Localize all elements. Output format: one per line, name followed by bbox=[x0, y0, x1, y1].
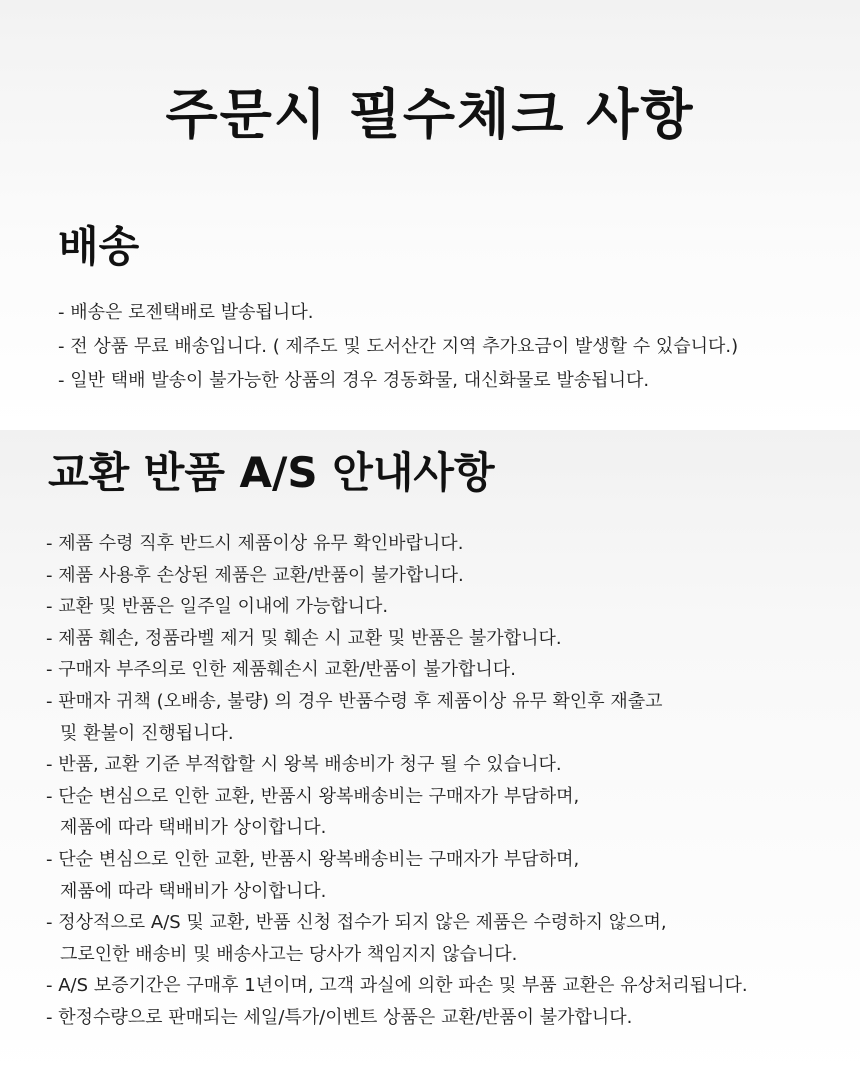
exchange-item-text: - 제품 수령 직후 반드시 제품이상 유무 확인바랍니다. bbox=[46, 533, 464, 554]
delivery-item: - 전 상품 무료 배송입니다. ( 제주도 및 도서산간 지역 추가요금이 발생할 수 있습니다.) bbox=[58, 336, 739, 357]
exchange-item-text: - 한정수량으로 판매되는 세일/특가/이벤트 상품은 교환/반품이 불가합니다. bbox=[46, 1006, 633, 1028]
exchange-item-continuation: 그로인한 배송비 및 배송사고는 당사가 책임지지 않습니다. bbox=[60, 943, 518, 965]
exchange-item-text: - 반품, 교환 기준 부적합할 시 왕복 배송비가 청구 될 수 있습니다. bbox=[46, 754, 562, 776]
exchange-item-continuation: 제품에 따라 택배비가 상이합니다. bbox=[60, 817, 327, 839]
exchange-item-text: - 구매자 부주의로 인한 제품훼손시 교환/반품이 불가합니다. bbox=[46, 659, 516, 681]
exchange-item bbox=[46, 654, 748, 686]
exchange-item-text: - 교환 및 반품은 일주일 이내에 가능합니다. bbox=[46, 596, 389, 618]
exchange-item bbox=[46, 560, 748, 592]
exchange-item bbox=[46, 528, 748, 560]
exchange-item-text: - 정상적으로 A/S 및 교환, 반품 신청 접수가 되지 않은 제품은 수령하지 않으며, bbox=[46, 912, 667, 934]
exchange-item bbox=[46, 1002, 748, 1034]
delivery-list bbox=[58, 296, 738, 398]
page-title: 주문시 필수체크 사항 bbox=[165, 83, 695, 146]
exchange-item bbox=[46, 844, 748, 907]
delivery-item: - 배송은 로젠택배로 발송됩니다. bbox=[58, 302, 314, 323]
exchange-item-text: - A/S 보증기간은 구매후 1년이며, 고객 과실에 의한 파손 및 부품 교환은 유상처리됩니다. bbox=[46, 975, 748, 997]
exchange-item bbox=[46, 749, 748, 781]
exchange-item-text: - 판매자 귀책 (오배송, 불량) 의 경우 반품수령 후 제품이상 유무 확인후 재출고 bbox=[46, 690, 663, 712]
exchange-item bbox=[46, 591, 748, 623]
exchange-item-continuation: 제품에 따라 택배비가 상이합니다. bbox=[60, 880, 327, 902]
exchange-item-text: - 제품 훼손, 정품라벨 제거 및 훼손 시 교환 및 반품은 불가합니다. bbox=[46, 627, 562, 649]
exchange-item bbox=[46, 623, 748, 655]
exchange-item bbox=[46, 907, 748, 970]
delivery-item: - 일반 택배 발송이 불가능한 상품의 경우 경동화물, 대신화물로 발송됩니다. bbox=[58, 370, 650, 391]
exchange-item-text: - 제품 사용후 손상된 제품은 교환/반품이 불가합니다. bbox=[46, 564, 464, 586]
exchange-item-text: - 단순 변심으로 인한 교환, 반품시 왕복배송비는 구매자가 부담하며, bbox=[46, 848, 580, 870]
exchange-item bbox=[46, 781, 748, 844]
exchange-item-continuation: 및 환불이 진행됩니다. bbox=[60, 722, 234, 744]
delivery-heading: 배송 bbox=[58, 222, 140, 271]
exchange-item-text: - 단순 변심으로 인한 교환, 반품시 왕복배송비는 구매자가 부담하며, bbox=[46, 785, 580, 807]
exchange-list bbox=[46, 528, 748, 1034]
exchange-heading: 교환 반품 A/S 안내사항 bbox=[48, 448, 495, 497]
exchange-item bbox=[46, 686, 748, 749]
exchange-item bbox=[46, 970, 748, 1002]
